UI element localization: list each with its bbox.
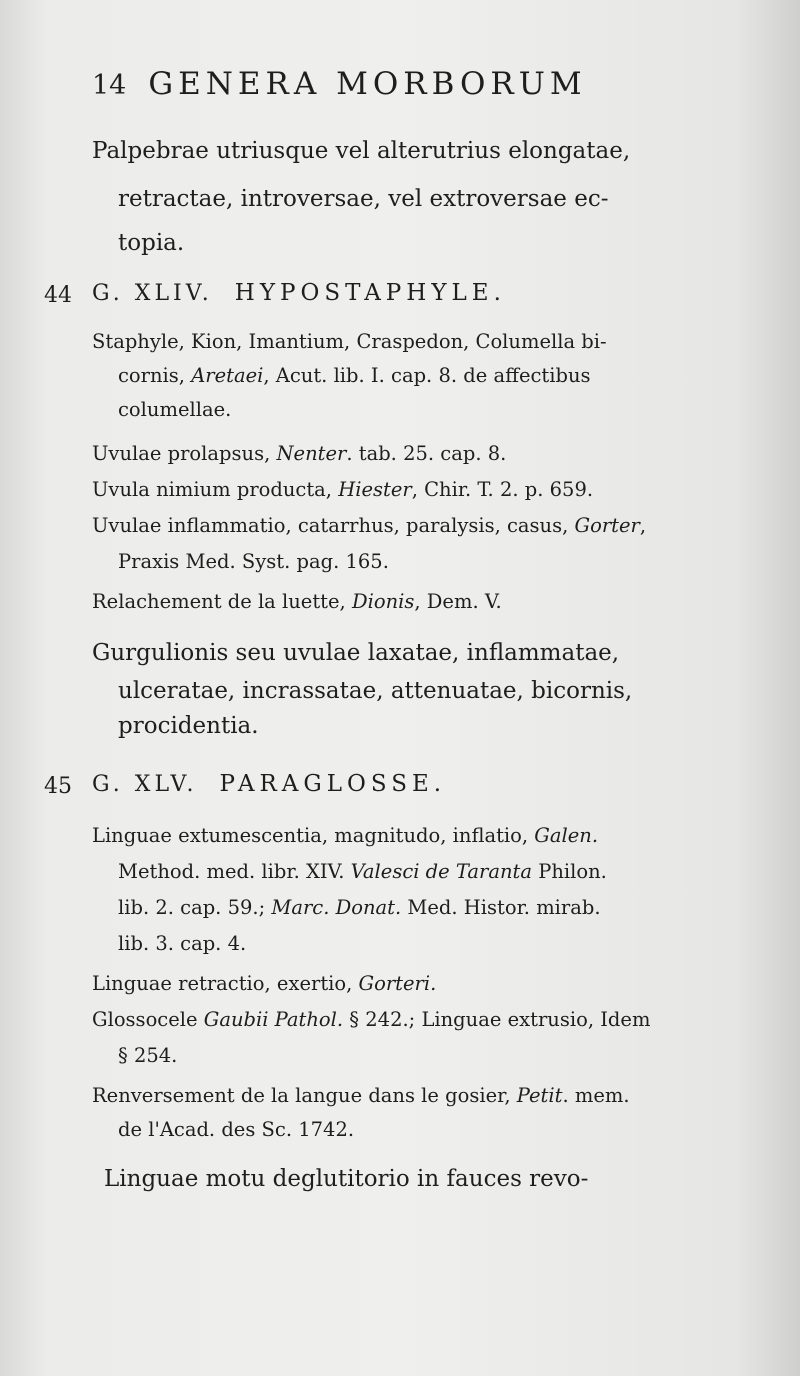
entry-line: Method. med. libr. XIV. Valesci de Taranta Philon. <box>118 860 607 883</box>
margin-number: 44 <box>44 283 72 308</box>
entry-line: Glossocele Gaubii Pathol. § 242.; Linguae extrusio, Idem <box>92 1008 651 1031</box>
entry-line: Renversement de la langue dans le gosier, Petit. mem. <box>92 1084 630 1107</box>
entry-line: lib. 3. cap. 4. <box>118 932 247 955</box>
entry-line: cornis, Aretaei, Acut. lib. I. cap. 8. de affectibus <box>118 364 591 387</box>
genus-title: HYPOSTAPHYLE. <box>234 280 506 306</box>
entry-line: Linguae extumescentia, magnitudo, inflatio, Galen. <box>92 824 599 847</box>
text-line: ulceratae, incrassatae, attenuatae, bicornis, <box>118 678 633 704</box>
entry-line: Uvulae prolapsus, Nenter. tab. 25. cap. 8. <box>92 442 507 465</box>
running-title: GENERA MORBORUM <box>148 66 587 102</box>
entry-line: Praxis Med. Syst. pag. 165. <box>118 550 389 573</box>
running-header <box>92 66 587 102</box>
text-line: Palpebrae utriusque vel alterutrius elongatae, <box>92 138 631 164</box>
entry-line: Staphyle, Kion, Imantium, Craspedon, Columella bi- <box>92 330 607 353</box>
margin-number: 45 <box>44 774 72 799</box>
genus-heading <box>92 771 446 797</box>
page-number: 14 <box>92 70 127 101</box>
entry-line: Uvulae inflammatio, catarrhus, paralysis, casus, Gorter, <box>92 514 647 537</box>
genus-number: G. XLIV. <box>92 281 213 306</box>
entry-line: Relachement de la luette, Dionis, Dem. V. <box>92 590 502 613</box>
entry-line: Linguae retractio, exertio, Gorteri. <box>92 972 437 995</box>
text-line: topia. <box>118 230 185 256</box>
text-line: procidentia. <box>118 713 259 739</box>
entry-line: de l'Acad. des Sc. 1742. <box>118 1118 355 1141</box>
text-line: Linguae motu deglutitorio in fauces revo- <box>104 1166 589 1192</box>
entry-line: lib. 2. cap. 59.; Marc. Donat. Med. Histor. mirab. <box>118 896 601 919</box>
entry-line: Uvula nimium producta, Hiester, Chir. T. 2. p. 659. <box>92 478 594 501</box>
entry-line: columellae. <box>118 398 232 421</box>
genus-title: PARAGLOSSE. <box>219 771 447 797</box>
genus-heading <box>92 280 506 306</box>
text-line: Gurgulionis seu uvulae laxatae, inflammatae, <box>92 640 620 666</box>
entry-line: § 254. <box>118 1044 178 1067</box>
genus-number: G. XLV. <box>92 772 198 797</box>
text-line: retractae, introversae, vel extroversae ec- <box>118 186 609 212</box>
